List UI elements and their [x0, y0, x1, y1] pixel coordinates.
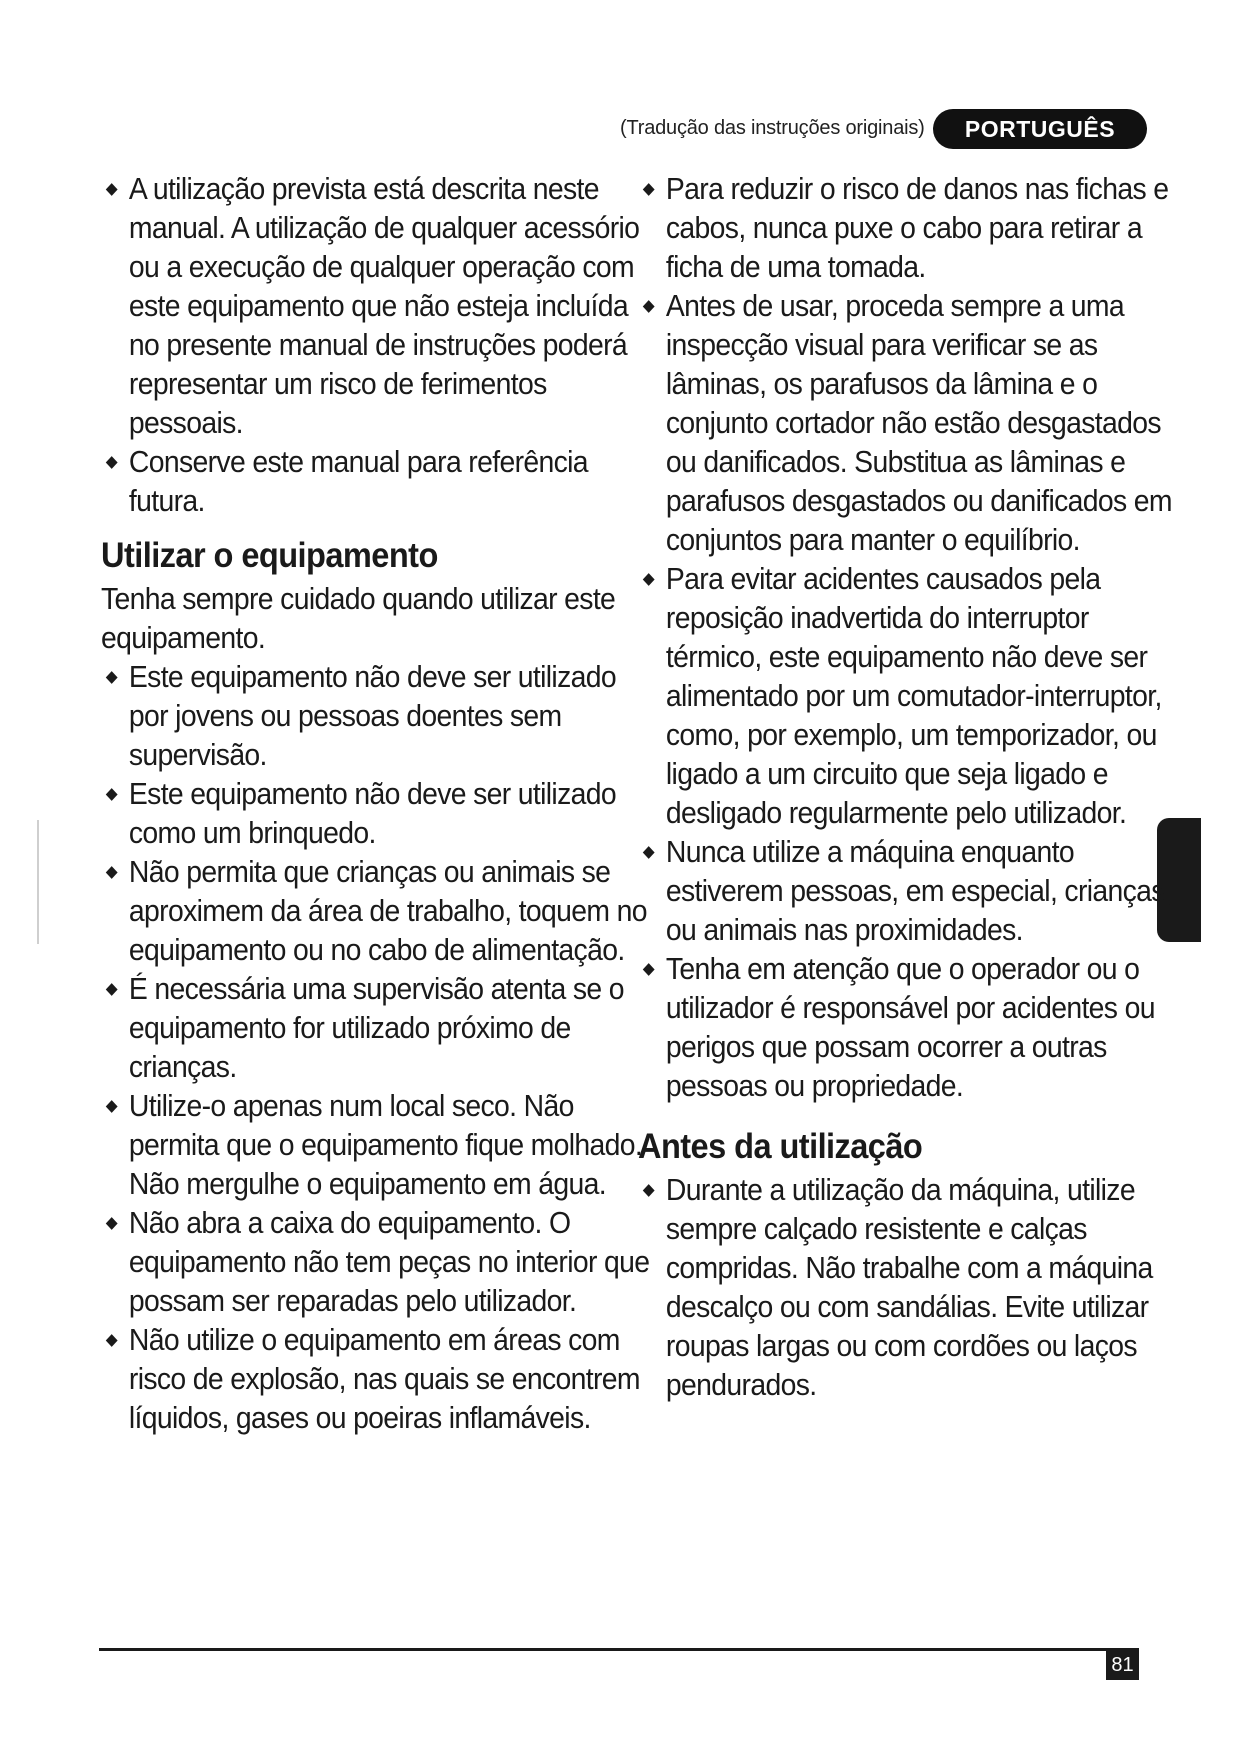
- bullet-item: [638, 1171, 1187, 1405]
- bullet-diamond-icon: [106, 1100, 118, 1113]
- left-margin-marker: [37, 820, 39, 944]
- bullet-item: [638, 170, 1187, 287]
- section-heading-before-use: Antes da utilização: [638, 1127, 923, 1166]
- bullet-item: [638, 833, 1187, 950]
- left-column: [101, 170, 650, 1438]
- bullet-text: Para evitar acidentes causados pela reposição inadvertida do interruptor térmico, este equipamento não deve ser alimentado por um comutador-interruptor, como, por exemplo, um temporizador, ou ligado a um circuito que seja ligado e desligado regularmente pelo utilizador.: [665, 562, 1162, 830]
- bullet-item: [101, 853, 650, 970]
- bullet-text: É necessária uma supervisão atenta se o equipamento for utilizado próximo de crianças.: [128, 972, 624, 1084]
- bullet-item: [638, 560, 1187, 833]
- bullet-text: Não abra a caixa do equipamento. O equipamento não tem peças no interior que possam ser reparadas pelo utilizador.: [128, 1206, 650, 1318]
- bullet-diamond-icon: [643, 300, 655, 313]
- bullet-item: [101, 1204, 650, 1321]
- bullet-item: [101, 170, 650, 443]
- bullet-diamond-icon: [106, 183, 118, 196]
- section-intro: Tenha sempre cuidado quando utilizar este equipamento.: [101, 582, 616, 655]
- bullet-diamond-icon: [643, 1184, 655, 1197]
- bullet-item: [101, 658, 650, 775]
- bullet-text: Este equipamento não deve ser utilizado por jovens ou pessoas doentes sem supervisão.: [128, 660, 617, 772]
- bullet-item: [638, 950, 1187, 1106]
- footer-rule: [99, 1648, 1139, 1651]
- bullet-item: [638, 287, 1187, 560]
- section-heading-using: Utilizar o equipamento: [101, 536, 438, 575]
- bullet-diamond-icon: [643, 573, 655, 586]
- bullet-diamond-icon: [106, 983, 118, 996]
- bullet-text: Nunca utilize a máquina enquanto estiverem pessoas, em especial, crianças, ou animais nas proximidades.: [665, 835, 1173, 947]
- bullet-text: Para reduzir o risco de danos nas fichas e cabos, nunca puxe o cabo para retirar a ficha de uma tomada.: [665, 172, 1169, 284]
- bullet-diamond-icon: [643, 846, 655, 859]
- bullet-diamond-icon: [106, 1334, 118, 1347]
- bullet-diamond-icon: [106, 866, 118, 879]
- bullet-text: Antes de usar, proceda sempre a uma inspecção visual para verificar se as lâminas, os parafusos da lâmina e o conjunto cortador não estão desgastados ou danificados. Substitua as lâminas e parafusos desgastados ou danificados em conjuntos para manter o equilíbrio.: [665, 289, 1172, 557]
- right-column: [638, 170, 1173, 1405]
- bullet-item: [101, 775, 650, 853]
- bullet-diamond-icon: [643, 963, 655, 976]
- bullet-item: [101, 1087, 650, 1204]
- bullet-text: Não permita que crianças ou animais se aproximem da área de trabalho, toquem no equipamento ou no cabo de alimentação.: [128, 855, 647, 967]
- bullet-text: Utilize-o apenas num local seco. Não permita que o equipamento fique molhado. Não mergulhe o equipamento em água.: [128, 1089, 643, 1201]
- bullet-text: Conserve este manual para referência futura.: [128, 445, 588, 518]
- bullet-item: [101, 1321, 650, 1438]
- bullet-diamond-icon: [643, 183, 655, 196]
- bullet-diamond-icon: [106, 788, 118, 801]
- bullet-text: Tenha em atenção que o operador ou o utilizador é responsável por acidentes ou perigos que possam ocorrer a outras pessoas ou propriedade.: [665, 952, 1155, 1103]
- bullet-diamond-icon: [106, 1217, 118, 1230]
- bullet-item: [101, 970, 650, 1087]
- bullet-item: [101, 443, 650, 521]
- bullet-diamond-icon: [106, 671, 118, 684]
- language-label: PORTUGUÊS: [933, 109, 1147, 149]
- bullet-text: Este equipamento não deve ser utilizado como um brinquedo.: [128, 777, 617, 850]
- translation-note: (Tradução das instruções originais): [620, 117, 925, 139]
- page-number: 81: [1106, 1651, 1139, 1680]
- bullet-text: Não utilize o equipamento em áreas com risco de explosão, nas quais se encontrem líquidos, gases ou poeiras inflamáveis.: [128, 1323, 640, 1435]
- bullet-text: A utilização prevista está descrita neste manual. A utilização de qualquer acessório ou a execução de qualquer operação com este equipamento que não esteja incluída no presente manual de instruções poderá representar um risco de ferimentos pessoais.: [128, 172, 640, 440]
- bullet-text: Durante a utilização da máquina, utilize sempre calçado resistente e calças compridas. Não trabalhe com a máquina descalço ou com sandálias. Evite utilizar roupas largas ou com cordões ou laços pendurados.: [665, 1173, 1153, 1402]
- bullet-diamond-icon: [106, 456, 118, 469]
